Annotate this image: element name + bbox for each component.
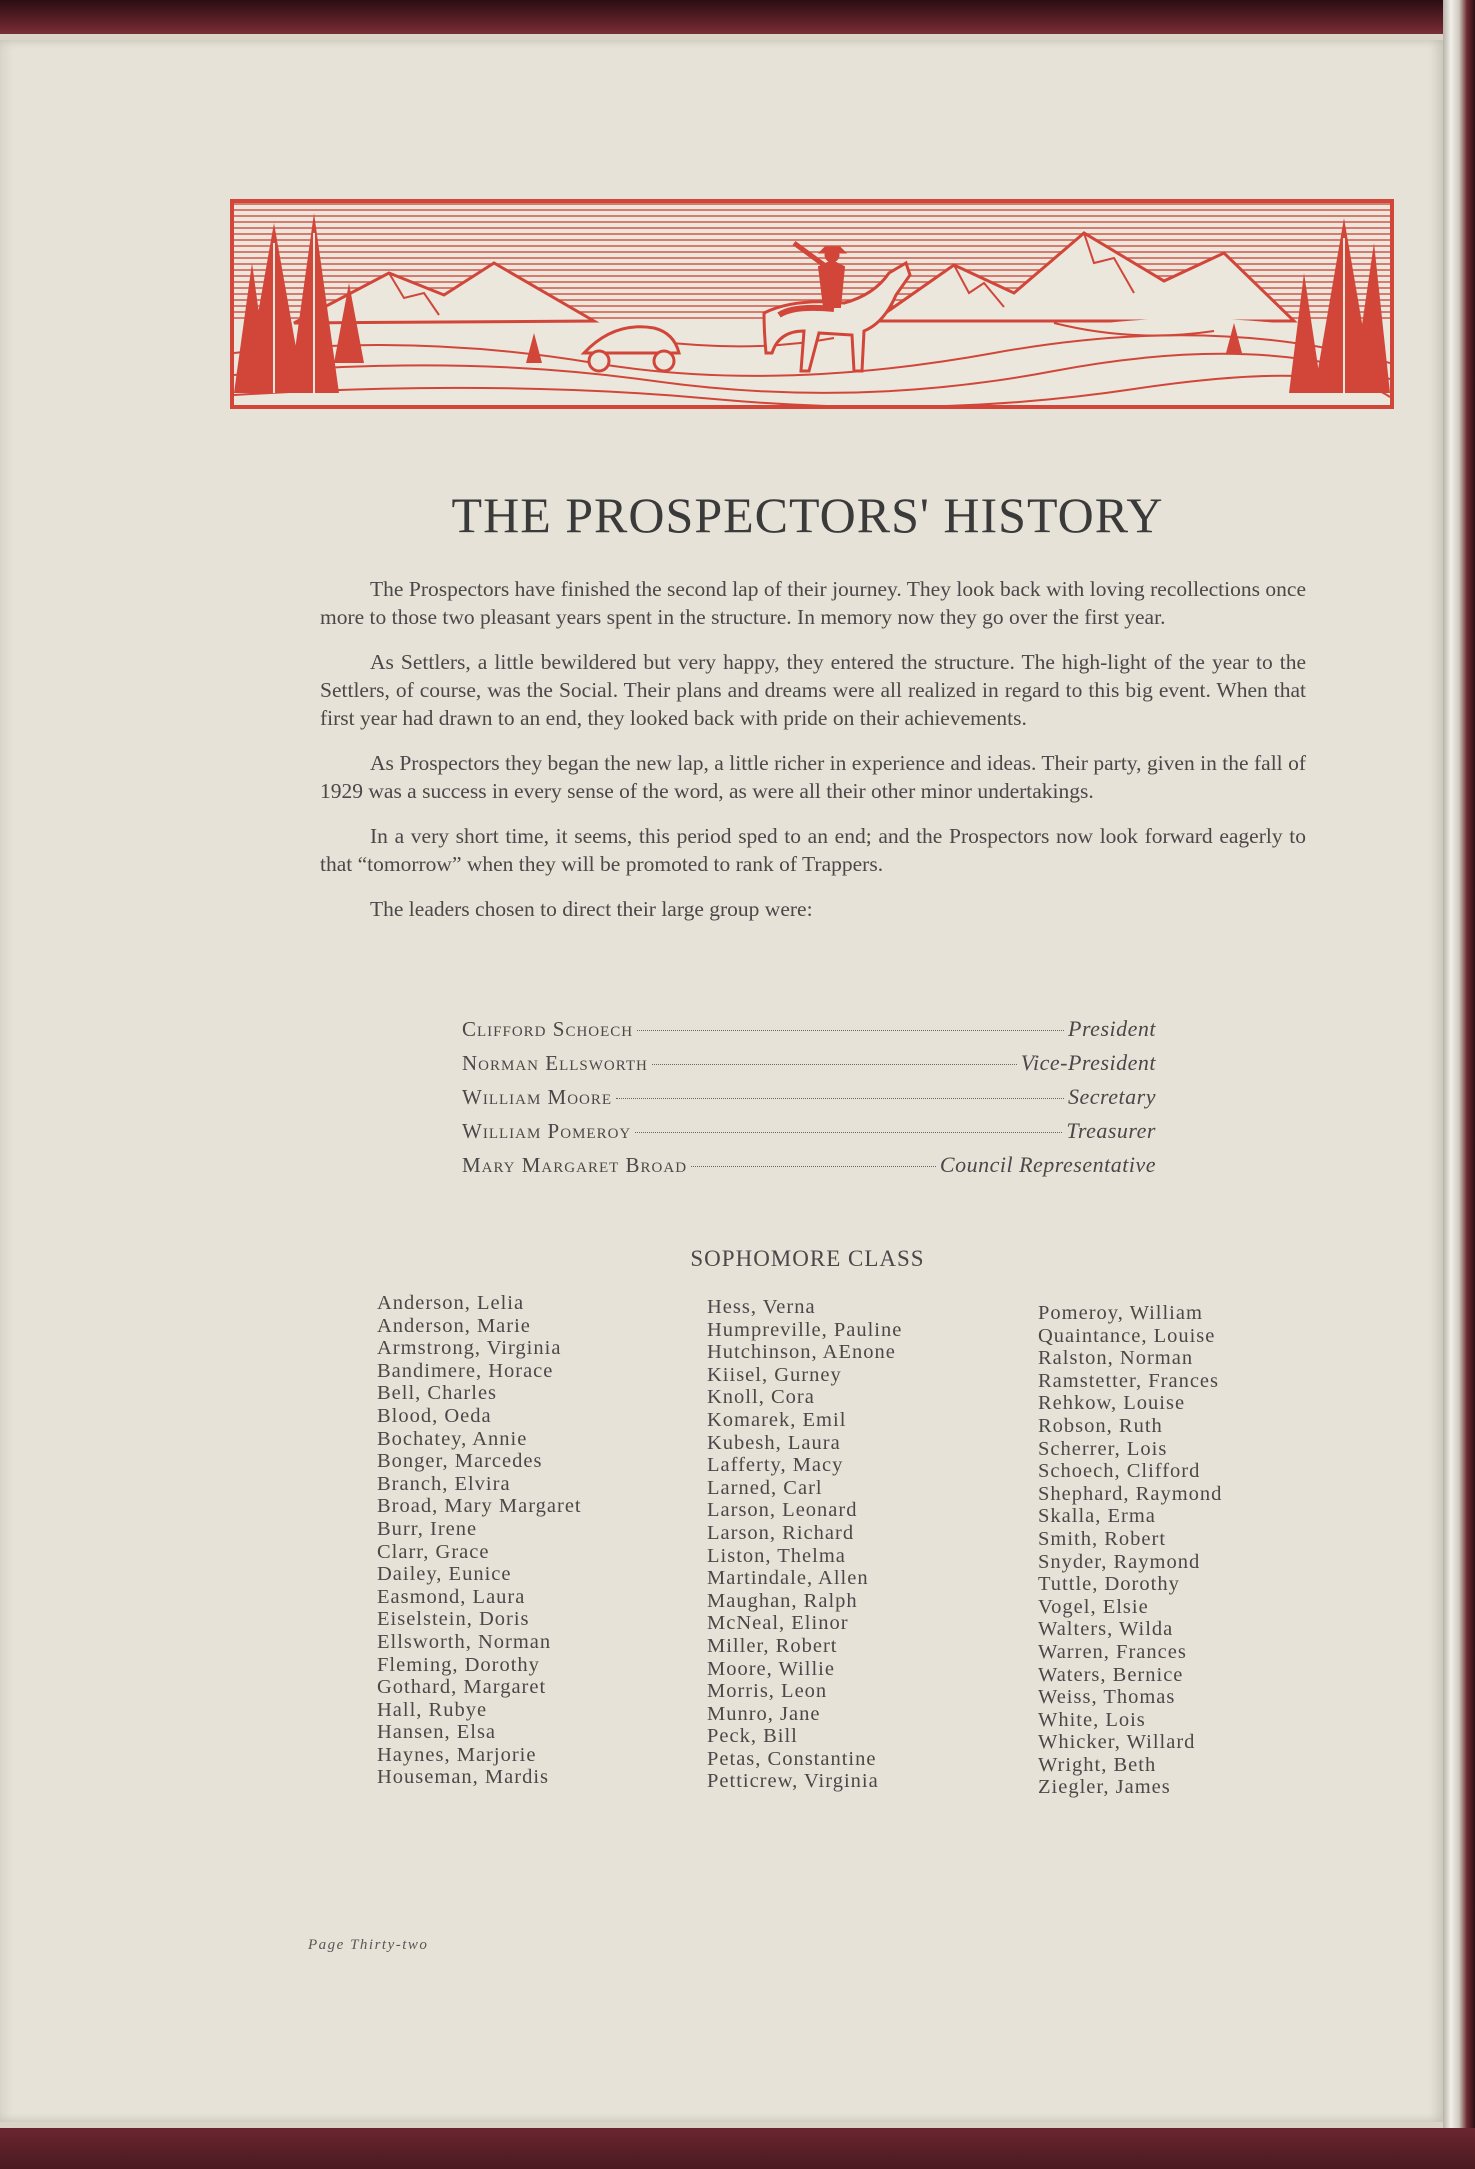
student-name: Blood, Oeda [377, 1404, 492, 1427]
student-name: Liston, Thelma [707, 1544, 846, 1567]
dot-leader [635, 1132, 1062, 1133]
student-name: Miller, Robert [707, 1634, 838, 1657]
paragraph: As Prospectors they began the new lap, a little richer in experience and ideas. Their party, given in the fall of 1929 was a success in every sense of the word, as were all their other minor undertakings. [320, 751, 1306, 803]
officers-list [462, 1016, 1156, 1186]
student-name: Knoll, Cora [707, 1386, 815, 1409]
name-column-1 [377, 1292, 582, 1789]
officer-title: Treasurer [1066, 1118, 1156, 1143]
student-name: Martindale, Allen [707, 1567, 869, 1590]
header-banner-illustration [230, 199, 1394, 409]
student-name: Scherrer, Lois [1038, 1437, 1168, 1460]
officer-title: Vice-President [1020, 1050, 1156, 1075]
student-name: Burr, Irene [377, 1517, 478, 1540]
officer-row [462, 1016, 1156, 1050]
officer-title: Secretary [1068, 1084, 1156, 1109]
officer-row [462, 1084, 1156, 1118]
student-name: Hutchinson, AEnone [707, 1341, 896, 1364]
officer-name: Norman Ellsworth [462, 1051, 648, 1075]
student-name: Bell, Charles [377, 1382, 498, 1405]
student-name: Eiselstein, Doris [377, 1608, 530, 1631]
student-name: Gothard, Margaret [377, 1676, 547, 1699]
page-title: THE PROSPECTORS' HISTORY [451, 487, 1164, 543]
student-name: Waters, Bernice [1038, 1663, 1184, 1686]
student-name: Hall, Rubye [377, 1698, 488, 1721]
class-heading: SOPHOMORE CLASS [690, 1246, 925, 1271]
student-name: White, Lois [1038, 1708, 1146, 1731]
student-name: Armstrong, Virginia [377, 1337, 562, 1360]
student-name: Shephard, Raymond [1038, 1482, 1223, 1505]
student-name: Ramstetter, Frances [1038, 1369, 1219, 1392]
name-column-2 [707, 1296, 902, 1793]
officer-name: William Moore [462, 1085, 613, 1109]
student-name: Weiss, Thomas [1038, 1686, 1176, 1709]
student-name: Humpreville, Pauline [707, 1318, 903, 1341]
student-name: Larson, Richard [707, 1521, 855, 1544]
student-name: Tuttle, Dorothy [1038, 1573, 1180, 1596]
officer-name: Clifford Schoech [462, 1017, 634, 1041]
paragraph: The Prospectors have finished the second lap of their journey. They look back with loving recollections once more to those two pleasant years spent in the structure. In memory now they go over the first year. [320, 577, 1306, 629]
student-name: Morris, Leon [707, 1680, 828, 1703]
student-name: McNeal, Elinor [707, 1612, 849, 1635]
student-name: Anderson, Lelia [377, 1292, 525, 1314]
student-name: Branch, Elvira [377, 1472, 511, 1495]
dot-leader [637, 1030, 1064, 1031]
student-name: Komarek, Emil [707, 1408, 847, 1431]
student-name: Schoech, Clifford [1038, 1460, 1201, 1483]
officer-title: Council Representative [939, 1152, 1156, 1177]
student-name: Warren, Frances [1038, 1640, 1187, 1663]
student-name: Petticrew, Virginia [707, 1770, 879, 1793]
student-name: Pomeroy, William [1038, 1302, 1203, 1324]
dot-leader [691, 1166, 936, 1167]
officer-name: Mary Margaret Broad [462, 1153, 688, 1177]
book-binding-bottom [0, 2128, 1475, 2169]
student-name: Moore, Willie [707, 1657, 835, 1680]
student-name: Fleming, Dorothy [377, 1653, 540, 1676]
student-name: Wright, Beth [1038, 1753, 1157, 1776]
student-name: Ralston, Norman [1038, 1347, 1194, 1370]
officer-row [462, 1152, 1156, 1186]
student-name: Petas, Constantine [707, 1747, 877, 1770]
student-name: Ellsworth, Norman [377, 1630, 552, 1653]
dot-leader [616, 1098, 1064, 1099]
student-name: Lafferty, Macy [707, 1454, 844, 1477]
officer-row [462, 1118, 1156, 1152]
student-name: Dailey, Eunice [377, 1563, 512, 1586]
student-name: Broad, Mary Margaret [377, 1495, 582, 1518]
student-name: Quaintance, Louise [1038, 1324, 1216, 1347]
student-name: Kiisel, Gurney [707, 1363, 842, 1386]
student-name: Hess, Verna [707, 1296, 816, 1318]
history-text [320, 575, 1306, 940]
student-name: Hansen, Elsa [377, 1721, 497, 1744]
paragraph: In a very short time, it seems, this period sped to an end; and the Prospectors now look forward eagerly to that “tomorrow” when they will be promoted to rank of Trappers. [320, 824, 1306, 876]
student-name: Haynes, Marjorie [377, 1743, 537, 1766]
student-name: Easmond, Laura [377, 1585, 526, 1608]
book-binding-top [0, 0, 1475, 34]
student-name: Walters, Wilda [1038, 1618, 1174, 1641]
student-name: Smith, Robert [1038, 1527, 1167, 1550]
student-name: Skalla, Erma [1038, 1505, 1156, 1528]
paragraph: As Settlers, a little bewildered but very happy, they entered the structure. The high-light of the year to the Settlers, of course, was the Social. Their plans and dreams were all realized in regard to this big event. When that first year had drawn to an end, they looked back with pride on their achievements. [320, 650, 1306, 730]
student-name: Maughan, Ralph [707, 1589, 858, 1612]
student-name: Rehkow, Louise [1038, 1392, 1186, 1415]
officer-title: President [1068, 1016, 1156, 1041]
student-name: Snyder, Raymond [1038, 1550, 1201, 1573]
student-name: Munro, Jane [707, 1702, 821, 1725]
student-name: Anderson, Marie [377, 1314, 531, 1337]
student-name: Kubesh, Laura [707, 1431, 841, 1454]
name-column-3 [1038, 1302, 1222, 1799]
student-name: Bonger, Marcedes [377, 1450, 543, 1473]
student-name: Peck, Bill [707, 1725, 798, 1748]
officer-name: William Pomeroy [462, 1119, 632, 1143]
student-name: Larned, Carl [707, 1476, 823, 1499]
student-name: Larson, Leonard [707, 1499, 858, 1522]
student-name: Bochatey, Annie [377, 1427, 528, 1450]
officer-row [462, 1050, 1156, 1084]
page-number: Page Thirty-two [308, 1937, 429, 1953]
book-spine [1443, 0, 1475, 2169]
student-name: Clarr, Grace [377, 1540, 490, 1563]
student-name: Ziegler, James [1038, 1776, 1171, 1799]
paragraph: The leaders chosen to direct their large group were: [370, 897, 813, 921]
prospector-landscape-illustration [234, 203, 1390, 405]
student-name: Houseman, Mardis [377, 1766, 550, 1789]
student-name: Bandimere, Horace [377, 1359, 554, 1382]
student-name: Whicker, Willard [1038, 1731, 1196, 1754]
dot-leader [652, 1064, 1017, 1065]
student-name: Robson, Ruth [1038, 1414, 1163, 1437]
student-name: Vogel, Elsie [1038, 1595, 1149, 1618]
